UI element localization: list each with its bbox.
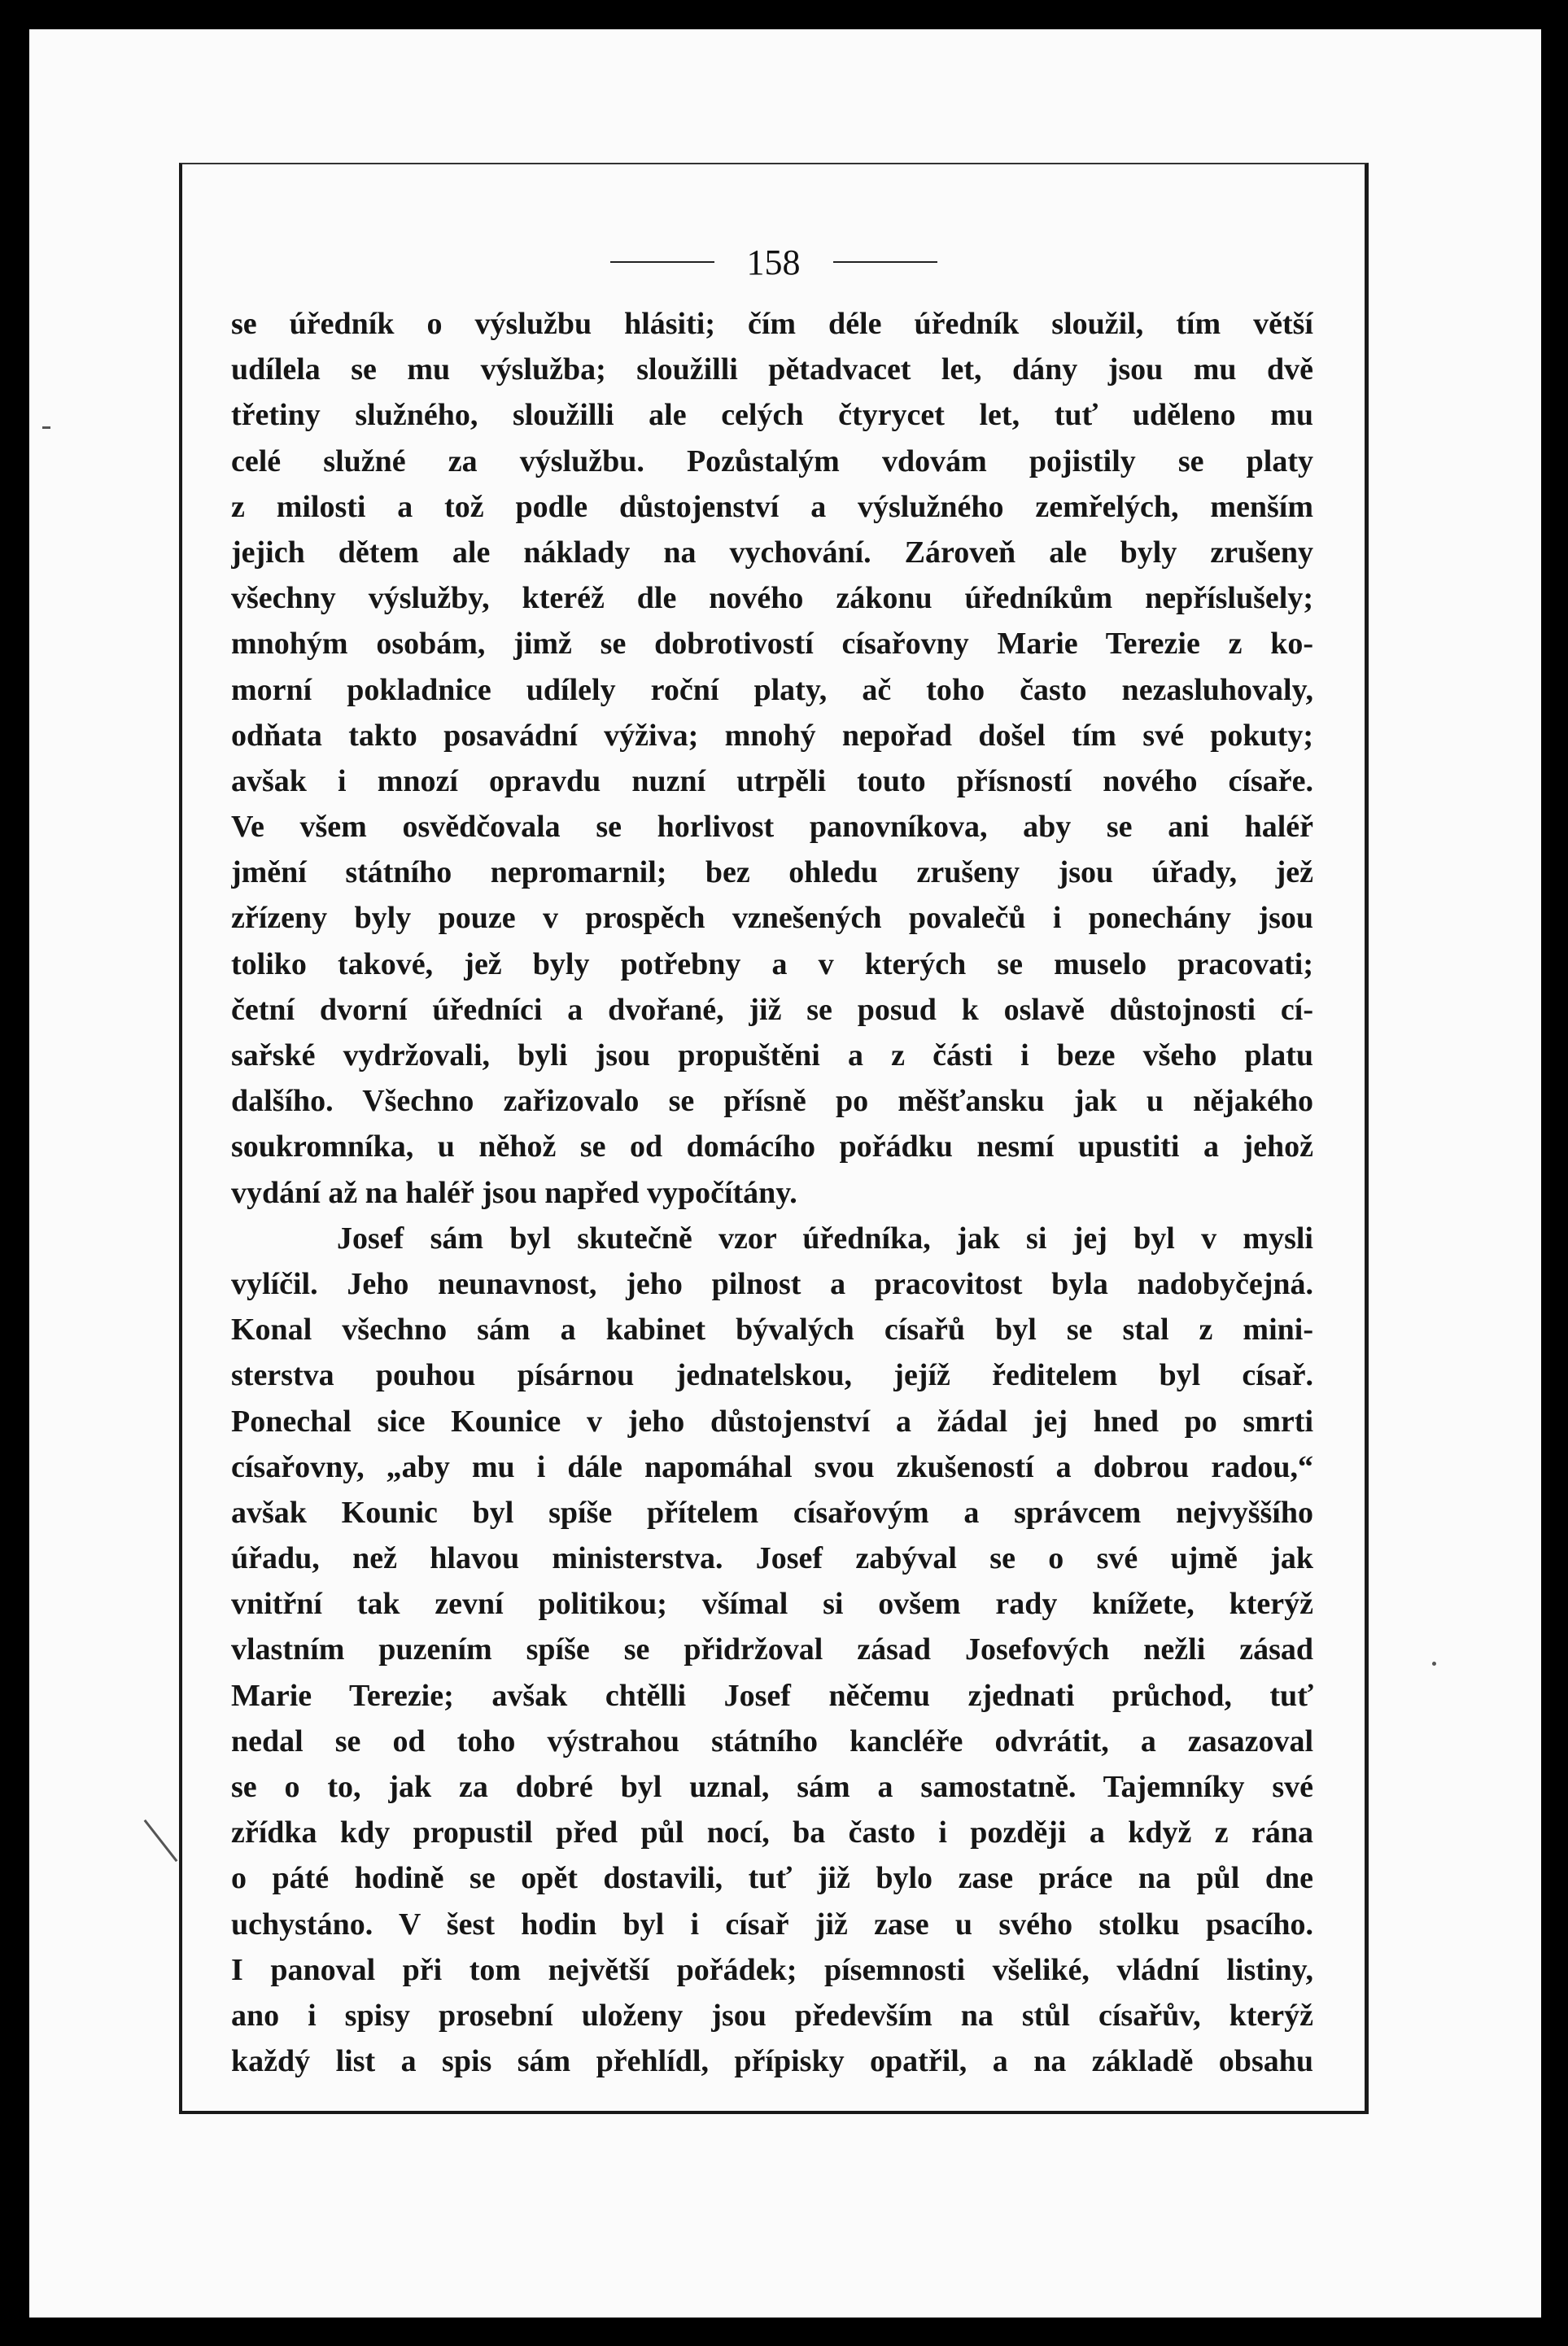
text-line: zřídka kdy propustil před půl nocí, ba často i později a když z rána [231, 1815, 1313, 1850]
text-line: jejich dětem ale náklady na vychování. Zároveň ale byly zrušeny [231, 535, 1313, 570]
text-line: vnitřní tak zevní politikou; všímal si ovšem rady knížete, kterýž [231, 1587, 1313, 1622]
text-line: avšak Kounic byl spíše přítelem císařovým a správcem nejvyššího [231, 1495, 1313, 1530]
body-text [231, 301, 1313, 2084]
text-line: uchystáno. V šest hodin byl i císař již zase u svého stolku psacího. [231, 1907, 1313, 1942]
text-line: I panoval při tom největší pořádek; písemnosti všeliké, vládní listiny, [231, 1952, 1313, 1987]
text-line: vylíčil. Jeho neunavnost, jeho pilnost a pracovitost byla nadobyčejná. [231, 1266, 1313, 1301]
text-line: mnohým osobám, jimž se dobrotivostí císařovny Marie Terezie z ko- [231, 627, 1313, 662]
text-line: vlastním puzením spíše se přidržoval zásad Josefových nežli zásad [231, 1632, 1313, 1667]
text-line: udílela se mu výslužba; sloužilli pětadvacet let, dány jsou mu dvě [231, 352, 1313, 387]
text-line: všechny výslužby, kteréž dle nového zákonu úředníkům nepříslušely; [231, 581, 1313, 616]
scanned-page [29, 29, 1541, 2318]
header-rule-left [610, 261, 714, 263]
page-header [182, 239, 1365, 285]
text-line: dalšího. Všechno zařizovalo se přísně po měšťansku jak u nějakého [231, 1084, 1313, 1119]
text-line: četní dvorní úředníci a dvořané, již se posud k oslavě důstojnosti cí- [231, 992, 1313, 1027]
header-rule-right [833, 261, 937, 263]
text-line: toliko takové, jež byly potřebny a v kterých se muselo pracovati; [231, 946, 1313, 981]
margin-dot-mark [1432, 1662, 1436, 1666]
text-line: třetiny služného, sloužilli ale celých čtyrycet let, tuť uděleno mu [231, 398, 1313, 433]
text-line: úřadu, než hlavou ministerstva. Josef zabýval se o své ujmě jak [231, 1541, 1313, 1576]
text-line: se úředník o výslužbu hlásiti; čím déle úředník sloužil, tím větší [231, 307, 1313, 341]
text-line: se o to, jak za dobré byl uznal, sám a samostatně. Tajemníky své [231, 1770, 1313, 1804]
text-line: ano i spisy prosební uloženy jsou především na stůl císařův, kterýž [231, 1998, 1313, 2033]
text-line-paragraph-start: Josef sám byl skutečně vzor úředníka, jak si jej byl v mysli [337, 1221, 1313, 1256]
text-line: jmění státního nepromarnil; bez ohledu zrušeny jsou úřady, jež [231, 855, 1313, 890]
text-line: nedal se od toho výstrahou státního kancléře odvrátit, a zasazoval [231, 1723, 1313, 1758]
text-line: Konal všechno sám a kabinet bývalých císařů byl se stal z mini- [231, 1313, 1313, 1348]
text-line: o páté hodině se opět dostavili, tuť již bylo zase práce na půl dne [231, 1861, 1313, 1896]
margin-dash-mark [42, 426, 50, 429]
text-line: zřízeny byly pouze v prospěch vznešených povalečů i ponechány jsou [231, 901, 1313, 936]
page-number: 158 [746, 242, 801, 282]
margin-slash-mark [144, 1820, 178, 1862]
text-line: z milosti a tož podle důstojenství a výslužného zemřelých, menším [231, 489, 1313, 524]
text-line: celé služné za výslužbu. Pozůstalým vdovám pojistily se platy [231, 443, 1313, 478]
text-line: sterstva pouhou písárnou jednatelskou, jejíž ředitelem byl císař. [231, 1358, 1313, 1393]
text-line: odňata takto posavádní výživa; mnohý nepořad došel tím své pokuty; [231, 718, 1313, 753]
text-line: Ve všem osvědčovala se horlivost panovníkova, aby se ani haléř [231, 810, 1313, 845]
text-line: císařovny, „aby mu i dále napomáhal svou zkušeností a dobrou radou,“ [231, 1449, 1313, 1484]
text-line: Ponechal sice Kounice v jeho důstojenství a žádal jej hned po smrti [231, 1404, 1313, 1439]
page-frame [179, 163, 1369, 2114]
text-line: morní pokladnice udílely roční platy, ač toho často nezasluhovaly, [231, 672, 1313, 707]
text-line: avšak i mnozí opravdu nuzní utrpěli touto přísností nového císaře. [231, 763, 1313, 798]
text-line: soukromníka, u něhož se od domácího pořádku nesmí upustiti a jehož [231, 1129, 1313, 1164]
text-line: sařské vydržovali, byli jsou propuštěni a z části i beze všeho platu [231, 1038, 1313, 1073]
text-line-paragraph-end: vydání až na haléř jsou napřed vypočítány. [231, 1175, 797, 1210]
text-line: Marie Terezie; avšak chtělli Josef něčemu zjednati průchod, tuť [231, 1678, 1313, 1713]
text-line: každý list a spis sám přehlídl, přípisky opatřil, a na základě obsahu [231, 2044, 1313, 2079]
